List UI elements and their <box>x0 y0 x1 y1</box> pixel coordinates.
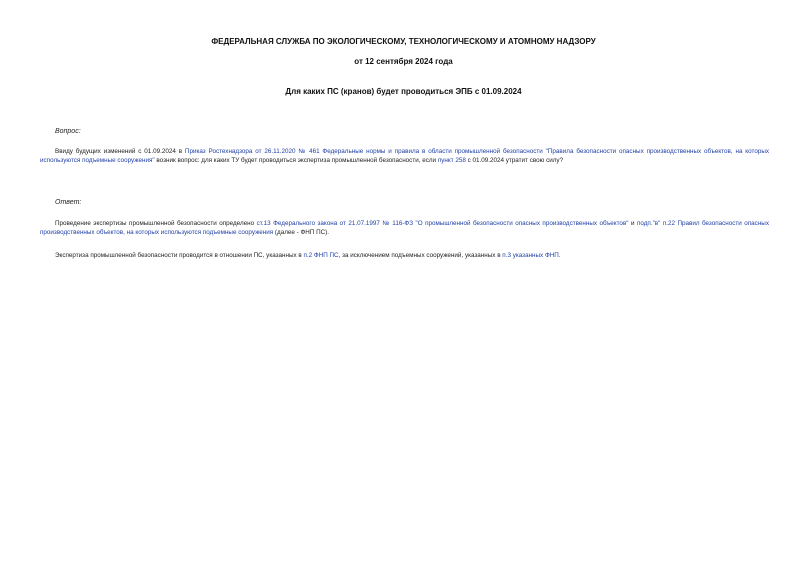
answer-p1-text-2: и <box>628 220 637 227</box>
answer-p2-text-3: . <box>558 252 561 259</box>
document-title: Для каких ПС (кранов) будет проводиться ЭПБ с 01.09.2024 <box>285 87 522 96</box>
answer-paragraph-2 <box>40 251 769 260</box>
question-label: Вопрос: <box>55 128 81 135</box>
answer-p2-text-1: Экспертиза промышленной безопасности проводится в отношении ПС, указанных в <box>55 252 304 259</box>
question-text-3: с 01.09.2024 утратит свою силу? <box>465 157 564 165</box>
answer-p1-text-3: (далее - ФНП ПС). <box>273 229 330 237</box>
order-461-link[interactable]: Приказ Ростехнадзора от 26.11.2020 № 461 Федеральные нормы и правила в области промышленной безопасности "Правила безопасности опасных производственных объектов, на которых используются подъемные сооружения" <box>40 148 769 165</box>
document-date: от 12 сентября 2024 года <box>354 57 453 66</box>
fnp-ps-clause-2-link[interactable]: п.2 ФНП ПС <box>303 252 339 259</box>
answer-paragraph-1 <box>40 219 769 237</box>
agency-name: ФЕДЕРАЛЬНАЯ СЛУЖБА ПО ЭКОЛОГИЧЕСКОМУ, ТЕХНОЛОГИЧЕСКОМУ И АТОМНОМУ НАДЗОРУ <box>211 37 596 46</box>
fnp-clause-3-link[interactable]: п.3 указанных ФНП <box>502 252 559 259</box>
clause-258-link[interactable]: пункт 258 <box>437 157 466 165</box>
answer-p2-text-2: , за исключением подъемных сооружений, указанных в <box>338 252 503 259</box>
question-paragraph <box>40 147 769 165</box>
question-text-2: возник вопрос: для каких ТУ будет проводиться экспертиза промышленной безопасности, если <box>154 157 438 165</box>
answer-label: Ответ: <box>55 199 82 206</box>
law-116-fz-link[interactable]: ст.13 Федерального закона от 21.07.1997 № 116-ФЗ "О промышленной безопасности опасных производственных объектов" <box>256 220 629 227</box>
answer-p1-text-1: Проведение экспертизы промышленной безопасности определено <box>55 220 257 227</box>
subclause-22-link[interactable]: подп."в" п.22 Правил безопасности опасных производственных объектов, на которых используются подъемные сооружения <box>40 220 769 237</box>
question-text-1: Ввиду будущих изменений с 01.09.2024 в <box>55 148 185 155</box>
